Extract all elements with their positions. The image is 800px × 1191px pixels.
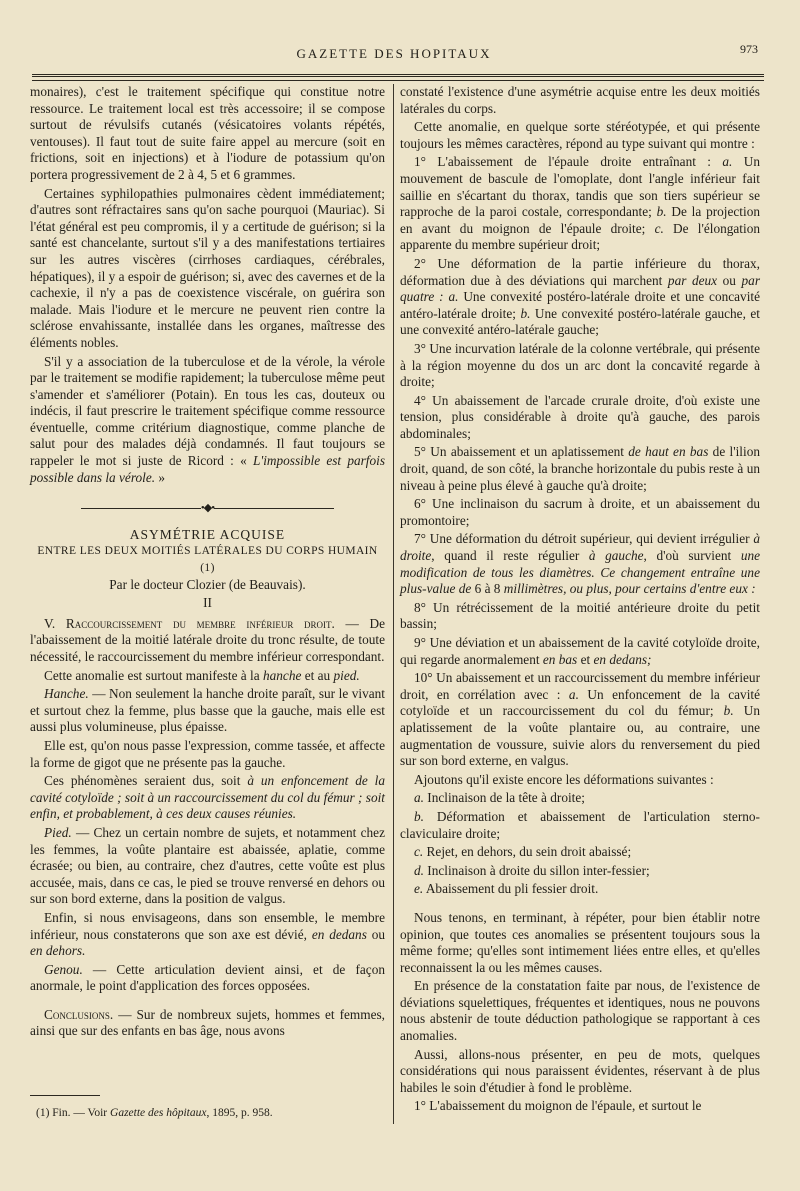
paragraph-text: Un enfoncement de la cavité cotyloïde et un raccourcissement du col du fémur; <box>400 686 760 719</box>
paragraph-text: S'il y a association de la tuberculose et de la vérole, la vérole par le traitement se modifie rapidement; la tuberculose même peut s'amender et s'améliorer (Potain). En tous les cas, douteux ou indécis, il faut prescrire le traitement spécifique comme ressource éventuelle, comme critérium diagnostique, comme planche de salut pour des malades déjà condamnés. Il faut toujours se rappeler le mot si juste de Ricord : « <box>30 353 385 469</box>
paragraph-text: — Chez un certain nombre de sujets, et notamment chez les femmes, la voûte plantaire est abaissée, aplatie, comme écrasée; ou bien, au contraire, chez d'autres, cette voûte est plus accusée, mais, dans ce cas, le pied se trouve renversé en dehors ou sur son bord externe, dans la position de valgus. <box>30 824 385 907</box>
journal-title: GAZETTE DES HOPITAUX <box>296 46 492 61</box>
list-item <box>400 670 760 770</box>
footnote <box>36 1107 273 1119</box>
article-part-number: II <box>203 595 212 611</box>
article-subtitle: ENTRE LES DEUX MOITIÉS LATÉRALES DU CORPS HUMAIN (1) <box>37 545 378 575</box>
paragraph <box>30 962 385 995</box>
paragraph: constaté l'existence d'une asymétrie acquise entre les deux moitiés latérales du corps. <box>400 84 760 116</box>
emphasis: en dedans <box>311 926 367 942</box>
paragraph-text: Enfin, si nous envisageons, dans son ensemble, le membre inférieur, nous constaterons que son axe est dévié, <box>30 909 385 942</box>
paragraph-text: et <box>577 651 594 667</box>
emphasis: pied. <box>333 667 360 683</box>
run-in-label: Genou. <box>44 961 83 977</box>
paragraph-text: Déformation et abaissement de l'articulation sterno-claviculaire droite; <box>400 808 760 841</box>
paragraph: 1° L'abaissement du moignon de l'épaule, et surtout le <box>414 1098 702 1114</box>
paragraph-text: ou <box>717 272 742 288</box>
run-in-label: Conclusions. <box>44 1006 114 1022</box>
paragraph-text: — Cette articulation devient ainsi, et de façon anormale, le point d'application des forces opposées. <box>30 961 385 994</box>
paragraph-text: Ces phénomènes seraient dus, soit <box>44 773 248 789</box>
list-item <box>400 256 760 339</box>
page-number: 973 <box>740 42 758 56</box>
emphasis: e. <box>414 881 424 897</box>
paragraph-text: Un mouvement de bascule de l'omoplate, dont l'angle inférieur fait saillie en s'écartant du thorax, tandis que son tiers supérieur se rapproche de la paroi costale, correspondante; <box>400 154 760 220</box>
paragraph-text: De l'élongation apparente du membre supérieur droit; <box>400 220 760 253</box>
paragraph-text: 7° Une déformation du détroit supérieur, qui devient irrégulier <box>414 531 754 547</box>
emphasis: à un enfoncement de la cavité cotyloïde ; soit à un raccourcissement du col du fémur ; soit enfin, et probablement, à ces deux causes réunies. <box>30 773 386 822</box>
paragraph-text: 10° Un abaissement et un raccourcissement du membre inférieur droit, en corrélation avec : <box>400 670 760 702</box>
subsection-heading: V. Raccourcissement du membre inférieur droit. <box>44 615 335 631</box>
page-header <box>30 42 758 62</box>
paragraph <box>30 668 385 685</box>
emphasis: en bas <box>542 651 578 667</box>
paragraph: Cette anomalie, en quelque sorte stéréotypée, et qui présente toujours les mêmes caractères, répond au type suivant qui montre : <box>400 119 760 151</box>
list-item: 4° Un abaissement de l'arcade crurale droite, d'où existe une tension, plus considérable à droite qu'à gauche, des parois abdominales; <box>400 392 760 441</box>
emphasis: par deux <box>667 272 718 288</box>
article-author: Par le docteur Clozier (de Beauvais). <box>109 576 306 592</box>
emphasis: en dedans; <box>593 651 652 667</box>
paragraph-text: Un aplatissement de la voûte plantaire ou, au contraire, une augmentation de voussure, suivie alors du renversement du pied sur son bord externe, en valgus. <box>400 703 760 769</box>
paragraph-text: de l'ilion droit, quand, de son côté, la branche horizontale du pubis reste à un niveau à peine plus élevé à gauche qu'à droite; <box>400 444 760 493</box>
paragraph-text: ou <box>366 926 386 942</box>
footnote-citation: Gazette des hôpitaux <box>110 1107 207 1119</box>
emphasis: a. <box>414 790 424 806</box>
right-column <box>400 84 760 1144</box>
list-item <box>400 863 760 880</box>
emphasis: millimètres, ou plus, pour certains d'entre eux : <box>503 581 756 597</box>
footnote-rule <box>30 1095 100 1096</box>
list-item <box>400 635 760 668</box>
paragraph-text: 5° Un abaissement et un aplatissement <box>414 444 629 460</box>
ricord-quote: L'impossible est parfois possible dans la vérole. <box>30 453 385 485</box>
paragraph-text: , d'où survient <box>643 548 741 564</box>
paragraph: Elle est, qu'on nous passe l'expression, comme tassée, et affecte la forme de gigot que ne présente pas la gauche. <box>30 737 385 770</box>
paragraph-text: — Non seulement la hanche droite paraît, sur le vivant et surtout chez la femme, plus basse que la gauche, mais elle est aussi plus volumineuse, plus épaisse. <box>30 686 385 735</box>
emphasis: à droite <box>400 531 760 564</box>
paragraph-text: 9° Une déviation et un abaissement de la cavité cotyloïde droite, qui regarde anormalement <box>400 635 760 667</box>
paragraph-text: , quand il reste régulier <box>431 548 589 564</box>
list-item <box>400 881 760 898</box>
paragraph: monaires), c'est le traitement spécifique qui constitue notre ressource. Le traitement local est très accessoire; il se compose surtout de révulsifs cutanés (vésicatoires volants répétés, ventouses). Il faut tout de suite faire appel au mercure (soit en frictions, soit en injections) et à l'iodure de potassium qu'on portera progressivement de 2 à 4, 5 et 6 grammes. <box>30 84 385 182</box>
paragraph-text: Rejet, en dehors, du sein droit abaissé; <box>423 844 632 860</box>
paragraph-text: Abaissement du pli fessier droit. <box>423 881 599 897</box>
emphasis: de haut en bas <box>628 444 709 460</box>
emphasis: par quatre : a. <box>400 272 760 305</box>
run-in-label: Hanche. <box>44 686 89 702</box>
column-divider <box>393 84 394 1124</box>
paragraph: Nous tenons, en terminant, à répéter, pour bien établir notre opinion, que toutes ces anomalies se présentent toujours sous la même forme; qu'elles sont intimement liées entre elles, et qu'elles reconnaissent la ou les mêmes causes. <box>400 909 760 975</box>
paragraph-text: Inclinaison à droite du sillon inter-fessier; <box>423 862 650 878</box>
list-item <box>400 809 760 842</box>
emphasis: a. <box>722 154 733 170</box>
list-item: 6° Une inclinaison du sacrum à droite, et un abaissement du promontoire; <box>400 496 760 528</box>
paragraph <box>30 910 385 960</box>
quote-close: » <box>158 469 166 485</box>
left-column <box>30 84 385 1092</box>
list-item <box>400 790 760 807</box>
emphasis: c. <box>654 220 664 236</box>
paragraph-text: et au <box>301 667 334 683</box>
list-item <box>400 844 760 861</box>
paragraph-text: 6 à 8 <box>471 581 504 597</box>
article-title: ASYMÉTRIE ACQUISE <box>129 526 286 542</box>
emphasis: à gauche <box>588 548 644 564</box>
emphasis: b. <box>414 808 424 824</box>
paragraph <box>30 1007 385 1040</box>
section-ornament: •◆• <box>30 500 385 517</box>
paragraph-text: Une convexité postéro-latérale gauche, et une convexité antéro-latérale gauche; <box>400 305 760 338</box>
footnote-text: , 1895, p. 958. <box>206 1107 273 1119</box>
header-rule <box>32 74 764 81</box>
paragraph <box>30 825 385 908</box>
paragraph-text: — Sur de nombreux sujets, hommes et femmes, ainsi que sur des enfants en bas âge, nous avons <box>30 1006 385 1039</box>
emphasis: c. <box>414 844 424 860</box>
emphasis: a. <box>568 686 579 702</box>
paragraph: Aussi, allons-nous présenter, en peu de mots, quelques considérations qui nous paraissent évidentes, réservant à de plus habiles le soin d'étudier à fond le problème. <box>400 1046 760 1095</box>
emphasis: b. <box>656 204 667 220</box>
paragraph: En présence de la constatation faite par nous, de l'existence de déviations squelettiques, fréquentes et identiques, nous ne pouvons nous abstenir de toute déduction pathologique se rapportant à ces anomalies. <box>400 978 760 1044</box>
paragraph <box>30 686 385 736</box>
paragraph <box>30 616 385 666</box>
paragraph-text: Une convexité postéro-latérale droite et une concavité antéro-latérale droite; <box>400 289 760 321</box>
emphasis: b. <box>723 703 734 719</box>
paragraph-text: 1° L'abaissement de l'épaule droite entraînant : <box>414 154 723 170</box>
paragraph-text: 2° Une déformation de la partie inférieure du thorax, déformation due à des déviations qui marchent <box>400 255 760 288</box>
footnote-text: (1) Fin. — Voir <box>36 1107 111 1119</box>
paragraph <box>30 354 385 487</box>
emphasis: en dehors. <box>30 943 86 959</box>
run-in-label: Pied. <box>44 824 72 840</box>
emphasis: d. <box>414 862 424 878</box>
paragraph-text: Cette anomalie est surtout manifeste à la <box>44 667 263 683</box>
paragraph <box>30 773 385 823</box>
list-item: 3° Une incurvation latérale de la colonne vertébrale, qui présente à la région moyenne du dos un arc dont la concavité regarde à droite; <box>400 340 760 390</box>
emphasis: hanche <box>262 667 302 683</box>
emphasis: b. <box>520 305 531 321</box>
paragraph-text: De la projection en avant du moignon de l'épaule droite; <box>400 204 760 236</box>
paragraph: Ajoutons qu'il existe encore les déformations suivantes : <box>414 771 714 787</box>
list-item <box>400 444 760 494</box>
list-item: 8° Un rétrécissement de la moitié antérieure droite du petit bassin; <box>400 599 760 632</box>
list-item <box>400 154 760 254</box>
emphasis: une modification de tous les diamètres. Ce changement entraîne une plus-value de <box>400 548 761 597</box>
paragraph: Certaines syphilopathies pulmonaires cèdent immédiatement; d'autres sont réfractaires sans qu'on sache pourquoi (Mauriac). Si l'état général est peu compromis, il y a certitude de guérison; si la santé est chancelante, surtout s'il y a des manifestations tertiaires sur les autres viscères (cirrhoses cardiaques, cérébrales, hépatiques), il y a espoir de guérison; si, avec des cavernes et de la cachexie, il n'y a pas de coexistence viscérale, on guérira son malade. Mais l'iodure et le mercure ne peuvent rien contre la sclérose envahissante, installée dans les organes, maîtresse des éléments nobles. <box>30 185 385 350</box>
list-item <box>400 531 760 597</box>
paragraph-text: — De l'abaissement de la moitié latérale droite du tronc résulte, de toute nécessité, le raccourcissement du membre inférieur correspondant. <box>30 615 385 664</box>
paragraph-text: Inclinaison de la tête à droite; <box>423 790 585 806</box>
